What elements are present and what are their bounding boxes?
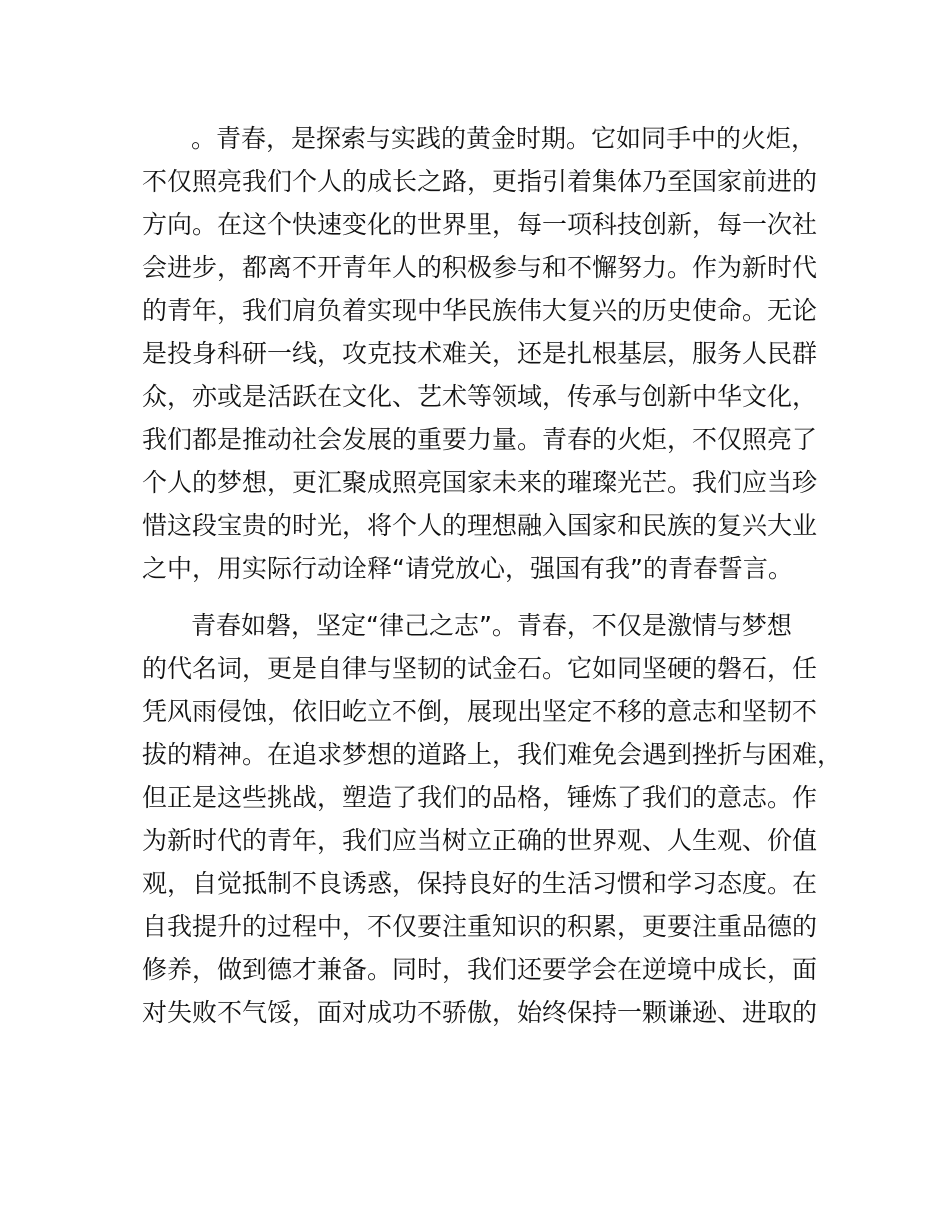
paragraph-2-line-6: 为新时代的青年，我们应当树立正确的世界观、人生观、价值 [142, 826, 818, 855]
paragraph-1-line-10: 惜这段宝贵的时光，将个人的理想融入国家和民族的复兴大业 [142, 511, 818, 540]
paragraph-2-line-10: 对失败不气馁，面对成功不骄傲，始终保持一颗谦逊、进取的 [142, 998, 818, 1027]
paragraph-1-line-2: 不仅照亮我们个人的成长之路，更指引着集体乃至国家前进的 [142, 167, 818, 196]
paragraph-2-line-9: 修养，做到德才兼备。同时，我们还要学会在逆境中成长，面 [142, 955, 818, 984]
paragraph-2-line-7: 观，自觉抵制不良诱惑，保持良好的生活习惯和学习态度。在 [142, 869, 818, 898]
paragraph-1-line-4: 会进步，都离不开青年人的积极参与和不懈努力。作为新时代 [142, 253, 818, 282]
paragraph-1-line-7: 众，亦或是活跃在文化、艺术等领域，传承与创新中华文化， [142, 382, 818, 411]
paragraph-1-line-1: 。青春，是探索与实践的黄金时期。它如同手中的火炬， [191, 124, 817, 153]
paragraph-2-line-1: 青春如磐，坚定“律己之志”。青春，不仅是激情与梦想 [191, 611, 792, 640]
paragraph-1-line-6: 是投身科研一线，攻克技术难关，还是扎根基层，服务人民群 [142, 339, 818, 368]
paragraph-2-line-8: 自我提升的过程中，不仅要注重知识的积累，更要注重品德的 [142, 912, 818, 941]
paragraph-2-line-4: 拔的精神。在追求梦想的道路上，我们难免会遇到挫折与困难， [142, 740, 843, 769]
paragraph-2-line-3: 凭风雨侵蚀，依旧屹立不倒，展现出坚定不移的意志和坚韧不 [142, 697, 818, 726]
paragraph-1-line-9: 个人的梦想，更汇聚成照亮国家未来的璀璨光芒。我们应当珍 [142, 468, 818, 497]
paragraph-1-line-11: 之中，用实际行动诠释“请党放心，强国有我”的青春誓言。 [142, 554, 793, 583]
paragraph-2-line-5: 但正是这些挑战，塑造了我们的品格，锤炼了我们的意志。作 [142, 783, 818, 812]
paragraph-1-line-8: 我们都是推动社会发展的重要力量。青春的火炬，不仅照亮了 [142, 425, 818, 454]
paragraph-2-line-2: 的代名词，更是自律与坚韧的试金石。它如同坚硬的磐石，任 [142, 654, 818, 683]
paragraph-1-line-3: 方向。在这个快速变化的世界里，每一项科技创新，每一次社 [142, 210, 818, 239]
paragraph-1-line-5: 的青年，我们肩负着实现中华民族伟大复兴的历史使命。无论 [142, 296, 818, 325]
